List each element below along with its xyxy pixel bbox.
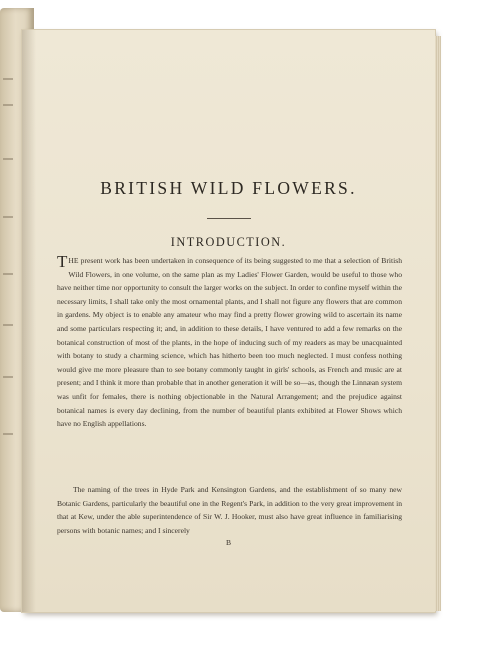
paragraph-2 [57,483,402,537]
paragraph-2-text: The naming of the trees in Hyde Park and Kensington Gardens, and the establishment of so many new Botanic Gardens, particularly the beautiful one in the Regent's Park, in addition to the very great improvement in that at Kew, under the able superintendence of Sir W. J. Hooker, must also have great influence in familiarising persons with botanic names; and I sincerely [57,485,402,535]
signature-mark: B [225,538,232,547]
section-heading: INTRODUCTION. [170,235,287,249]
gutter-shadow [22,30,36,612]
drop-cap: T [57,252,68,271]
margin-mark [3,324,13,326]
title-rule [207,218,251,219]
margin-mark [3,78,13,80]
paragraph-1-text: HE present work has been undertaken in consequence of its being suggested to me that a selection of British Wild Flowers, in one volume, on the same plan as my Ladies' Flower Garden, would be useful to those who have neither time nor opportunity to consult the larger works on the subject. In order to confine myself within the necessary limits, I shall take only the most ornamental plants, and I shall not figure any flowers that are common in gardens. My object is to enable any amateur who may find a pretty flower growing wild to ascertain its name and some particulars respecting it; and, in addition to these details, I have ventured to add a few remarks on the botanical construction of most of the plants, in the hope of inducing such of my readers as may be unacquainted with botany to study a charming science, which has hitherto been too much neglected. I must confess nothing would give me more pleasure than to see botany commonly taught in girls' schools, as French and music are at present; and I think it more than probable that in another generation it will be so—as, though the Linnæan system was unfit for females, there is nothing objectionable in the Natural Arrangement; and the prejudice against botanical names is every day declining, from the number of beautiful plants exhibited at Flower Shows which have no English appellations. [57,256,402,429]
margin-mark [3,158,13,160]
book-page [22,30,435,612]
margin-mark [3,433,13,435]
margin-mark [3,376,13,378]
margin-mark [3,104,13,106]
margin-mark [3,273,13,275]
margin-mark [3,216,13,218]
page-title: BRITISH WILD FLOWERS. [100,178,357,198]
paragraph-1 [57,254,402,431]
